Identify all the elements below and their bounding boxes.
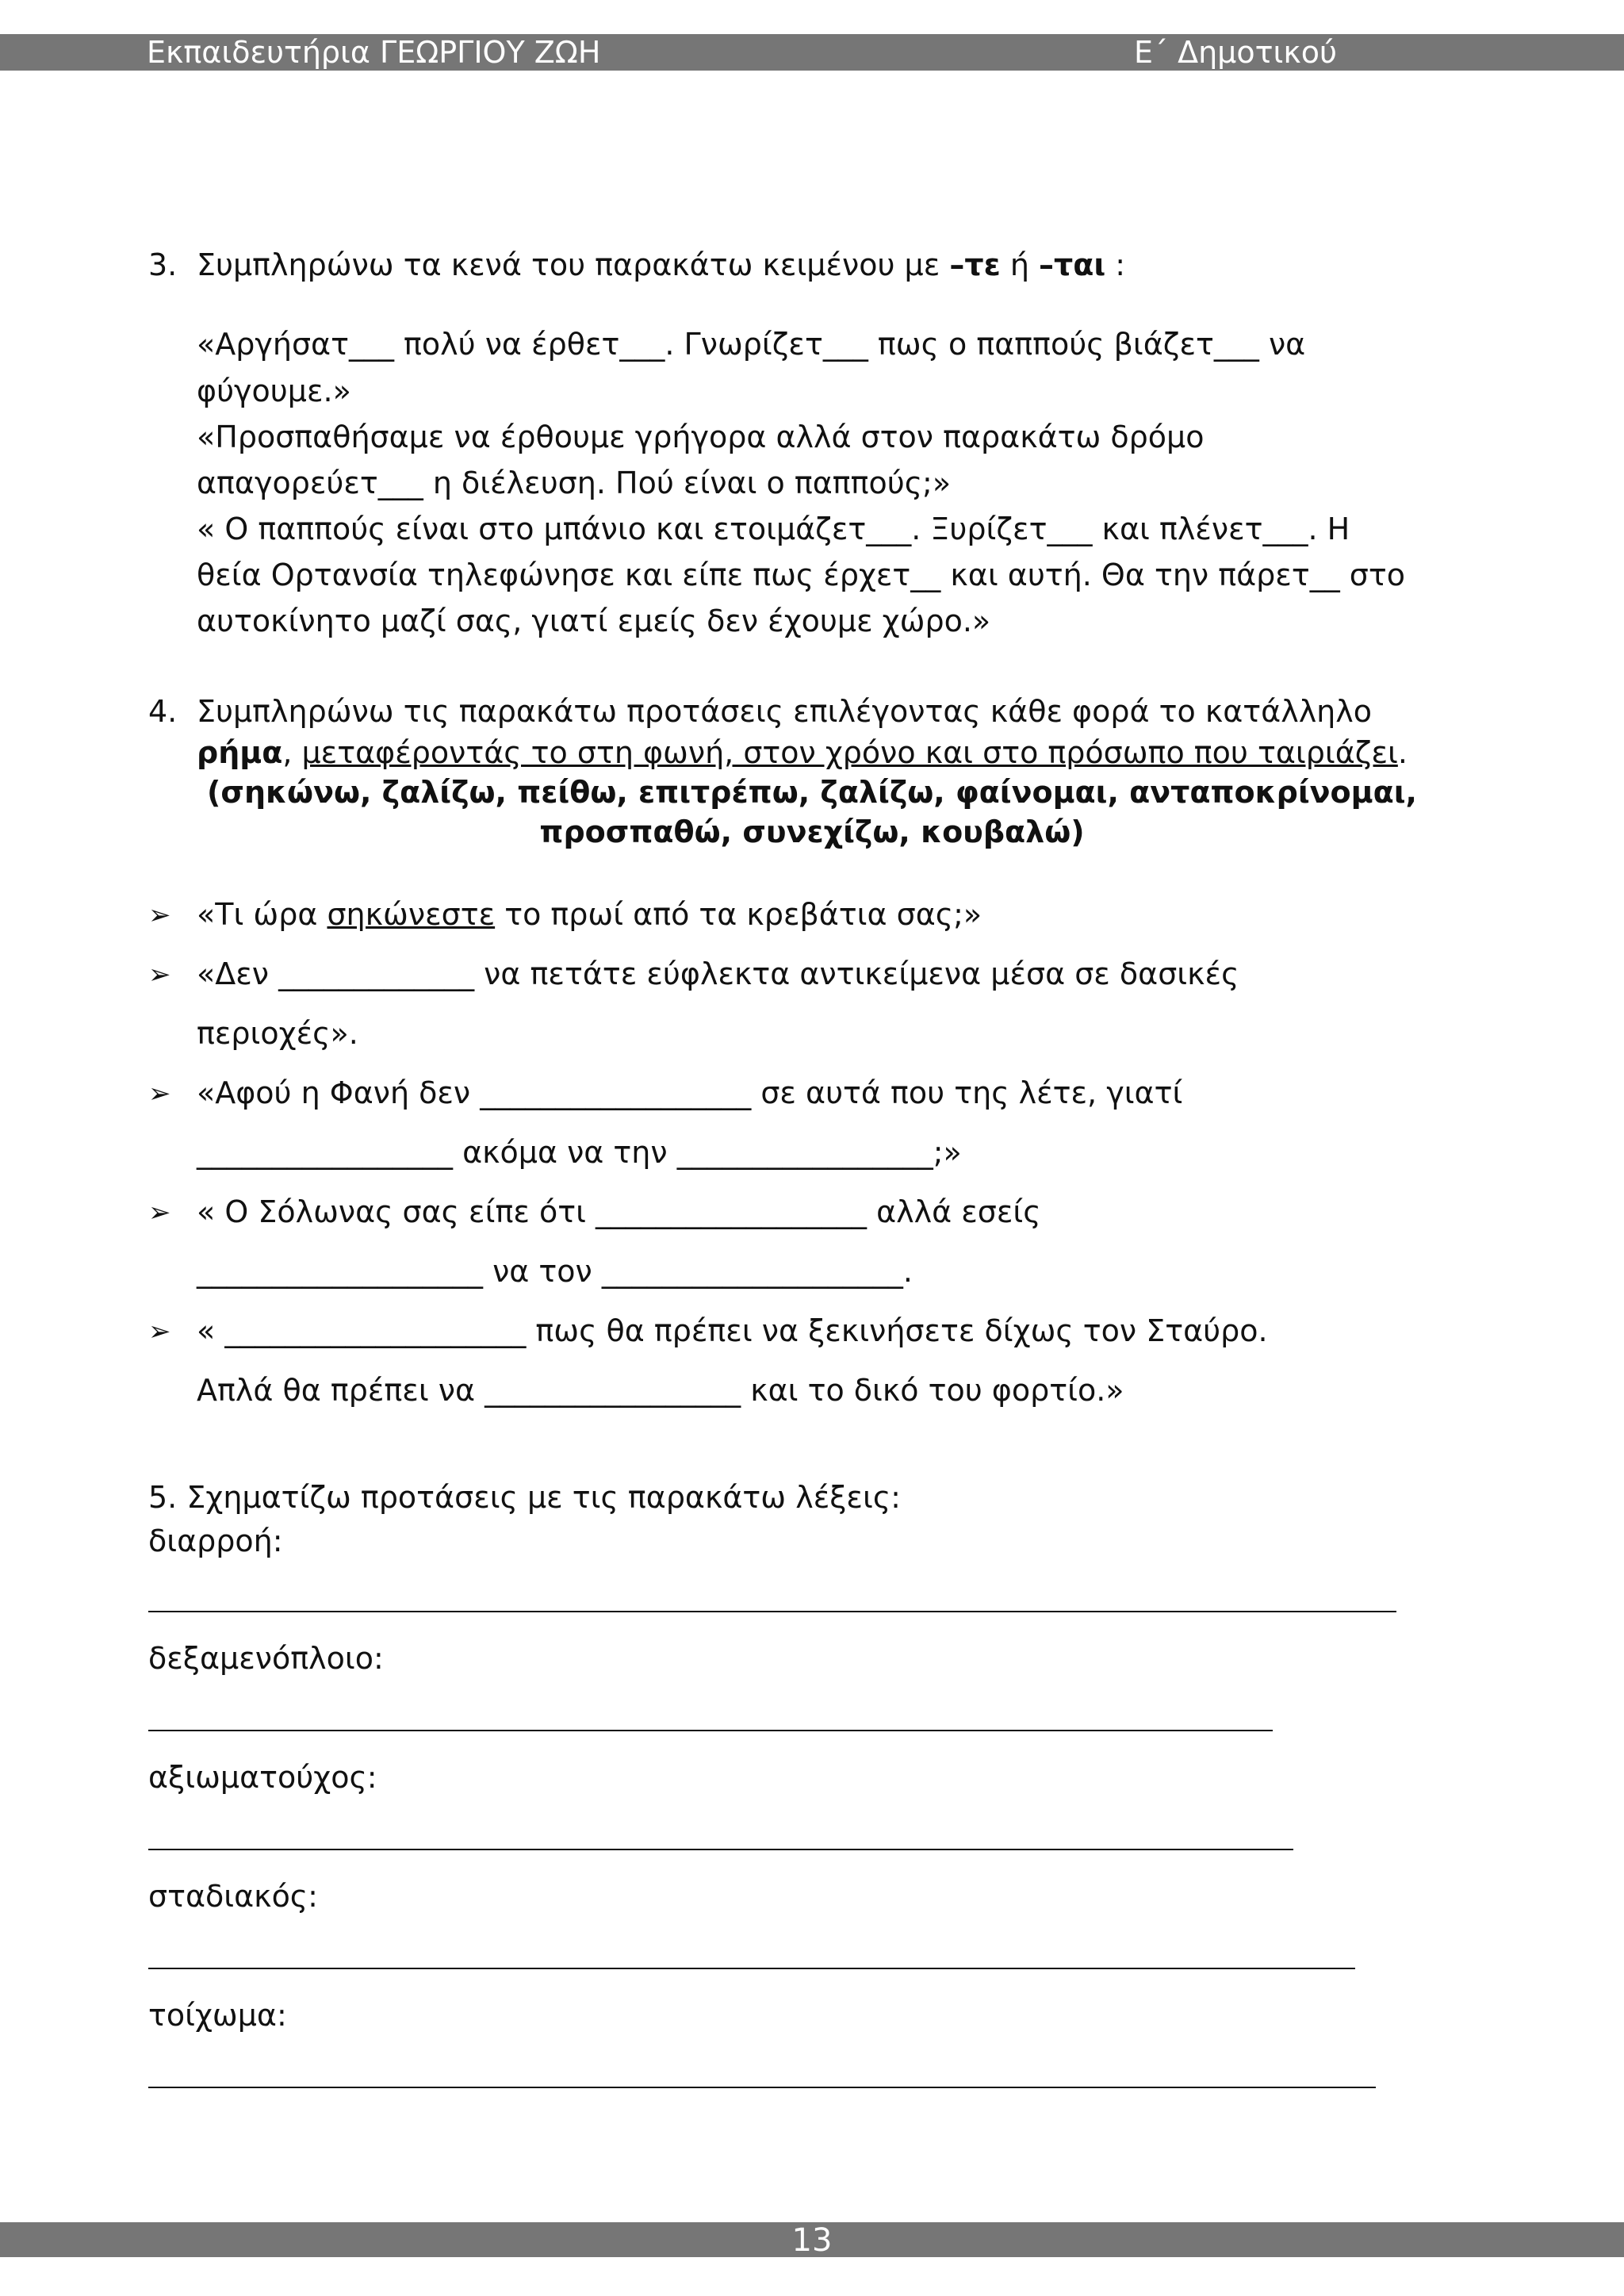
- arrow-bullet-icon: ➢: [148, 1197, 171, 1228]
- q4-sentence: περιοχές».: [197, 1016, 358, 1051]
- q5-word: αξιωματούχος:: [148, 1760, 377, 1795]
- q4-instruction-line: ρήμα, μεταφέροντάς το στη φωνή, στον χρόνο και στο πρόσωπο που ταιριάζει.: [197, 735, 1408, 770]
- q3-option-tai: –ται: [1039, 247, 1106, 282]
- q4-instruction-line: Συμπληρώνω τις παρακάτω προτάσεις επιλέγοντας κάθε φορά το κατάλληλο: [197, 694, 1372, 729]
- arrow-bullet-icon: ➢: [148, 959, 171, 991]
- q3-text-line: «Αργήσατ___ πολύ να έρθετ___. Γνωρίζετ___ πως ο παππούς βιάζετ___ να: [197, 327, 1306, 362]
- answer-line[interactable]: [148, 1968, 1355, 1969]
- q3-text-line: αυτοκίνητο μαζί σας, γιατί εμείς δεν έχουμε χώρο.»: [197, 604, 991, 638]
- q4-example-answer: σηκώνεστε: [327, 897, 496, 932]
- q4-sentence: _________________ ακόμα να την _________________;»: [197, 1135, 962, 1170]
- q3-number: 3.: [148, 247, 178, 282]
- q4-sentence: «Αφού η Φανή δεν __________________ σε αυτά που της λέτε, γιατί: [197, 1075, 1183, 1110]
- q5-word: δεξαμενόπλοιο:: [148, 1641, 384, 1676]
- header-bar: [0, 34, 1624, 71]
- q4-underlined-instruction: μεταφέροντάς το στη φωνή, στον χρόνο και στο πρόσωπο που ταιριάζει: [301, 735, 1398, 770]
- arrow-bullet-icon: ➢: [148, 1316, 171, 1347]
- q4-sentence: ___________________ να τον ____________________.: [197, 1254, 913, 1289]
- q3-text-line: απαγορεύετ___ η διέλευση. Πού είναι ο παππούς;»: [197, 466, 952, 500]
- q3-text-line: « Ο παππούς είναι στο μπάνιο και ετοιμάζετ___. Ξυρίζετ___ και πλένετ___. Η: [197, 512, 1350, 546]
- arrow-bullet-icon: ➢: [148, 1078, 171, 1110]
- grade-label: Ε΄ Δημοτικού: [1134, 35, 1337, 70]
- q4-sentence: «Δεν _____________ να πετάτε εύφλεκτα αντικείμενα μέσα σε δασικές: [197, 956, 1239, 991]
- answer-line[interactable]: [148, 1730, 1273, 1731]
- q4-sentence: «Τι ώρα σηκώνεστε το πρωί από τα κρεβάτια σας;»: [197, 897, 982, 932]
- q4-sentence: Απλά θα πρέπει να _________________ και το δικό του φορτίο.»: [197, 1373, 1124, 1408]
- q5-instruction: 5. Σχηματίζω προτάσεις με τις παρακάτω λέξεις:: [148, 1480, 901, 1515]
- q4-verb-word: ρήμα: [197, 735, 283, 770]
- q4-verb-list: προσπαθώ, συνεχίζω, κουβαλώ): [539, 815, 1085, 849]
- footer-bar: [0, 2222, 1624, 2257]
- q3-option-te: –τε: [949, 247, 1001, 282]
- page-number: 13: [791, 2222, 833, 2259]
- q4-number: 4.: [148, 694, 178, 729]
- answer-line[interactable]: [148, 1849, 1293, 1850]
- q5-word: τοίχωμα:: [148, 1998, 287, 2033]
- q5-word: διαρροή:: [148, 1524, 283, 1558]
- q4-sentence: « ____________________ πως θα πρέπει να ξεκινήσετε δίχως τον Σταύρο.: [197, 1313, 1268, 1348]
- answer-line[interactable]: [148, 1611, 1396, 1612]
- q4-verb-list: (σηκώνω, ζαλίζω, πείθω, επιτρέπω, ζαλίζω, φαίνομαι, ανταποκρίνομαι,: [207, 775, 1417, 810]
- q3-text-line: «Προσπαθήσαμε να έρθουμε γρήγορα αλλά στον παρακάτω δρόμο: [197, 420, 1205, 454]
- answer-line[interactable]: [148, 2087, 1376, 2088]
- arrow-bullet-icon: ➢: [148, 899, 171, 931]
- q3-text-line: φύγουμε.»: [197, 374, 351, 408]
- q3-instruction: Συμπληρώνω τα κενά του παρακάτω κειμένου με –τε ή –ται :: [197, 247, 1126, 282]
- school-name: Εκπαιδευτήρια ΓΕΩΡΓΙΟΥ ΖΩΗ: [147, 35, 601, 70]
- q4-sentence: « Ο Σόλωνας σας είπε ότι __________________ αλλά εσείς: [197, 1194, 1041, 1229]
- q5-word: σταδιακός:: [148, 1879, 318, 1914]
- q3-text-line: θεία Ορτανσία τηλεφώνησε και είπε πως έρχετ__ και αυτή. Θα την πάρετ__ στο: [197, 558, 1405, 592]
